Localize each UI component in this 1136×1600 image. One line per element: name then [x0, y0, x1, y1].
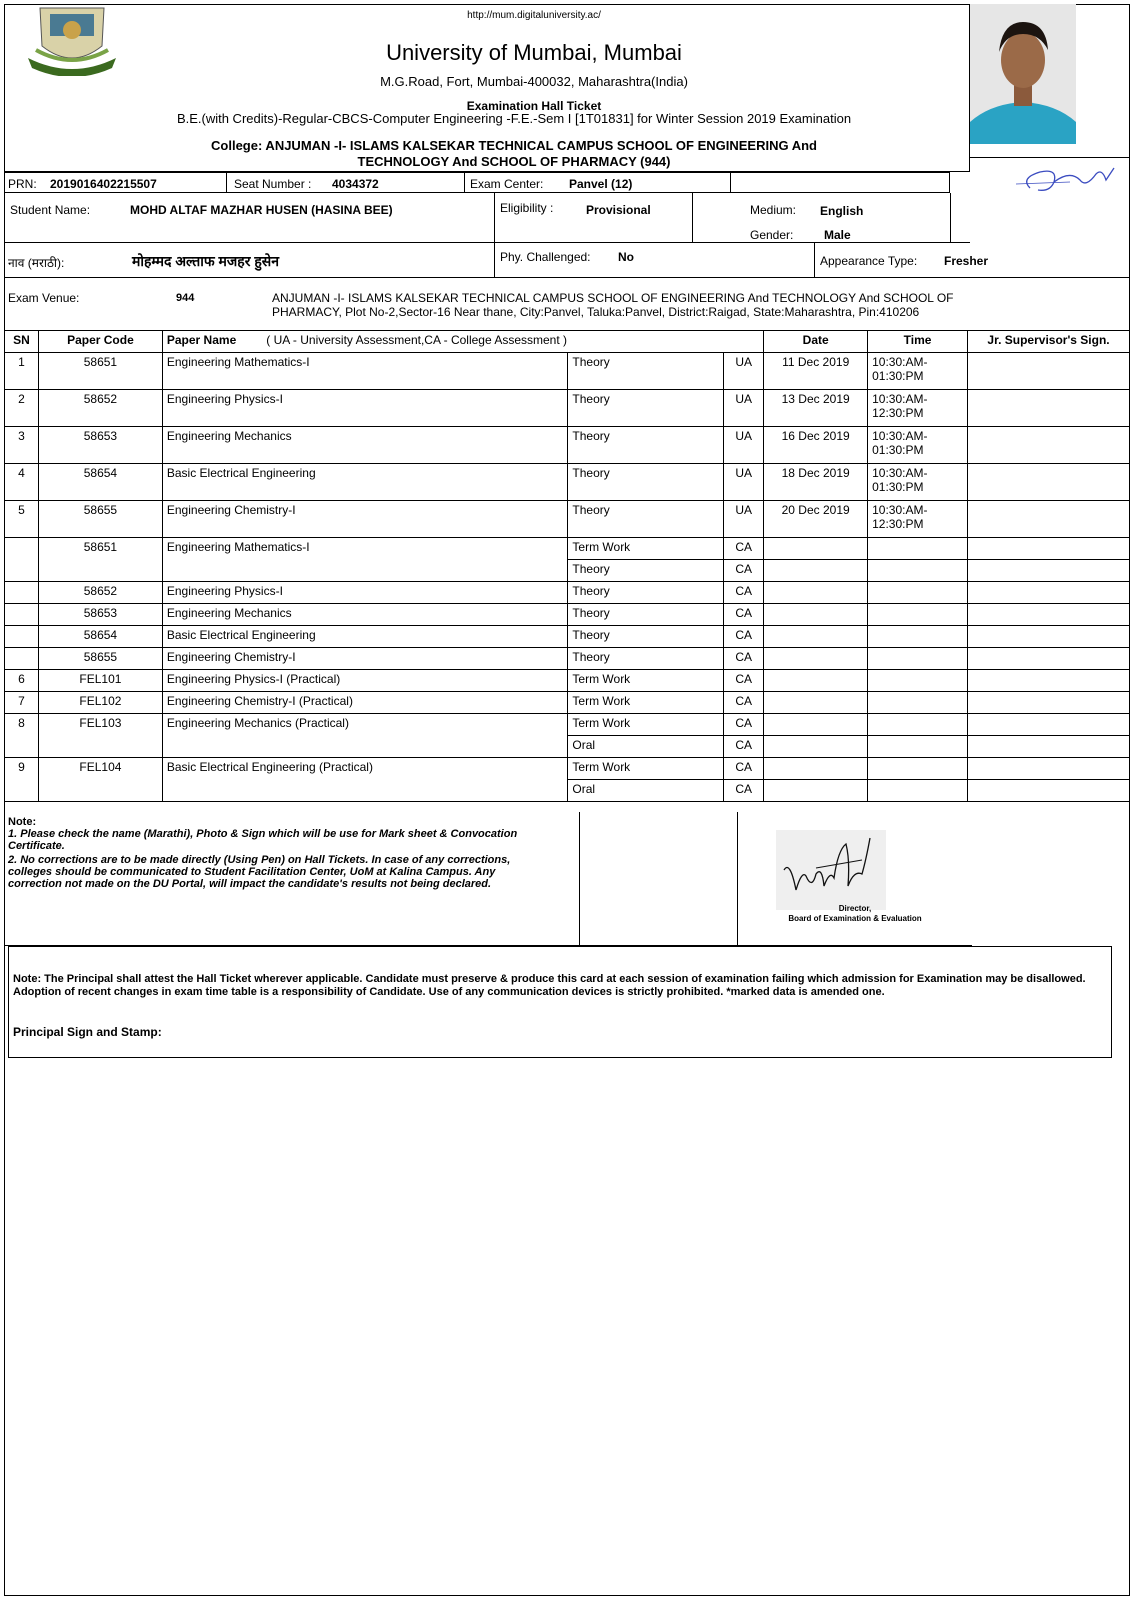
- assessment-cell: CA: [724, 604, 764, 626]
- sn-cell: 3: [5, 427, 39, 464]
- student-name-label: Student Name:: [10, 203, 91, 217]
- exam-venue-code: 944: [176, 292, 195, 304]
- date-cell: [764, 538, 868, 560]
- assessment-cell: CA: [724, 582, 764, 604]
- assessment-cell: CA: [724, 780, 764, 802]
- principal-sign-label: Principal Sign and Stamp:: [13, 1025, 162, 1039]
- paper-type-cell: Term Work: [568, 670, 724, 692]
- paper-type-cell: Theory: [568, 353, 724, 390]
- college-line-1: College: ANJUMAN -I- ISLAMS KALSEKAR TECHNICAL CAMPUS SCHOOL OF ENGINEERING And: [211, 138, 817, 153]
- assessment-cell: CA: [724, 670, 764, 692]
- portal-url: http://mum.digitaluniversity.ac/: [467, 10, 601, 21]
- paper-name-cell: Engineering Physics-I: [162, 390, 568, 427]
- date-cell: 20 Dec 2019: [764, 501, 868, 538]
- date-cell: [764, 736, 868, 758]
- paper-code-cell: 58655: [38, 501, 162, 538]
- time-end: 01:30:PM: [872, 480, 924, 494]
- table-row: [5, 648, 1130, 670]
- supervisor-sign-cell: [968, 604, 1130, 626]
- sn-cell: [5, 626, 39, 648]
- notes-title: Note:: [8, 816, 37, 828]
- supervisor-sign-cell: [968, 692, 1130, 714]
- paper-type-cell: Theory: [568, 626, 724, 648]
- supervisor-sign-cell: [968, 626, 1130, 648]
- date-cell: [764, 670, 868, 692]
- time-cell: [868, 670, 968, 692]
- principal-note-box: [8, 946, 1112, 1058]
- seat-label: Seat Number :: [234, 177, 312, 191]
- time-start: 10:30:AM-: [872, 466, 928, 480]
- prn-row: [4, 172, 950, 193]
- sn-cell: [5, 538, 39, 582]
- col-paper-name: [162, 331, 763, 353]
- phy-challenged-label: Phy. Challenged:: [500, 250, 591, 264]
- time-start: 10:30:AM-: [872, 429, 928, 443]
- col-paper-code: Paper Code: [38, 331, 162, 353]
- paper-type-cell: Theory: [568, 464, 724, 501]
- paper-code-cell: 58654: [38, 626, 162, 648]
- sn-cell: [5, 648, 39, 670]
- time-cell: [868, 692, 968, 714]
- gender-value: Male: [824, 228, 851, 242]
- marathi-name-value: मोहम्मद अल्ताफ मजहर हुसेन: [132, 253, 280, 269]
- paper-name-cell: Engineering Mechanics: [162, 427, 568, 464]
- supervisor-sign-cell: [968, 670, 1130, 692]
- exam-venue-label: Exam Venue:: [8, 291, 80, 305]
- appearance-type-value: Fresher: [944, 254, 989, 268]
- time-cell: [868, 714, 968, 736]
- col-time: Time: [868, 331, 968, 353]
- time-cell: [868, 464, 968, 501]
- student-photo-image: [970, 4, 1076, 144]
- table-row: [5, 501, 1130, 538]
- sn-cell: 5: [5, 501, 39, 538]
- paper-type-cell: Theory: [568, 427, 724, 464]
- paper-name-cell: Engineering Mechanics (Practical): [162, 714, 568, 758]
- name-row: [4, 193, 970, 243]
- director-signature: [776, 830, 886, 910]
- table-row: [5, 353, 1130, 390]
- assessment-cell: UA: [724, 353, 764, 390]
- exam-venue-address-1: ANJUMAN -I- ISLAMS KALSEKAR TECHNICAL CAMPUS SCHOOL OF ENGINEERING And TECHNOLOGY And SCHOOL OF: [272, 291, 954, 305]
- supervisor-sign-cell: [968, 758, 1130, 780]
- university-address: M.G.Road, Fort, Mumbai-400032, Maharashtra(India): [380, 74, 688, 89]
- medium-value: English: [820, 204, 864, 218]
- prn-label: PRN:: [8, 177, 37, 191]
- principal-note: Note: The Principal shall attest the Hall Ticket wherever applicable. Candidate must preserve & produce this card at each session of examination failing which admission for Examination may be disallowed. Adoption of recent changes in exam time table is a responsibility of Candidate. Use of any communication devices is strictly prohibited. *marked data is amended one.: [13, 973, 1086, 998]
- time-cell: [868, 626, 968, 648]
- medium-label: Medium:: [750, 203, 797, 217]
- time-cell: [868, 604, 968, 626]
- table-row: [5, 670, 1130, 692]
- paper-type-cell: Theory: [568, 604, 724, 626]
- notes-box: [4, 812, 580, 946]
- paper-type-cell: Theory: [568, 582, 724, 604]
- center-label: Exam Center:: [470, 177, 544, 191]
- table-row: [5, 758, 1130, 780]
- supervisor-sign-cell: [968, 736, 1130, 758]
- table-row: [5, 582, 1130, 604]
- supervisor-sign-cell: [968, 353, 1130, 390]
- sn-cell: 4: [5, 464, 39, 501]
- time-cell: [868, 736, 968, 758]
- table-row: [5, 390, 1130, 427]
- supervisor-sign-cell: [968, 780, 1130, 802]
- supervisor-sign-cell: [968, 390, 1130, 427]
- date-cell: [764, 560, 868, 582]
- student-signature-area: [970, 158, 1130, 242]
- appearance-type-label: Appearance Type:: [820, 254, 918, 268]
- assessment-cell: CA: [724, 538, 764, 560]
- sn-cell: [5, 604, 39, 626]
- notes-section: [4, 812, 1130, 946]
- director-title: Director,: [838, 904, 872, 913]
- assessment-cell: CA: [724, 626, 764, 648]
- assessment-legend: ( UA - University Assessment,CA - College Assessment ): [266, 333, 568, 347]
- assessment-cell: UA: [724, 464, 764, 501]
- table-row: [5, 692, 1130, 714]
- papers-table: [4, 330, 1130, 802]
- col-date: Date: [764, 331, 868, 353]
- paper-code-cell: 58653: [38, 427, 162, 464]
- date-cell: 11 Dec 2019: [764, 353, 868, 390]
- paper-type-cell: Term Work: [568, 714, 724, 736]
- paper-type-cell: Theory: [568, 648, 724, 670]
- date-cell: 18 Dec 2019: [764, 464, 868, 501]
- date-cell: 16 Dec 2019: [764, 427, 868, 464]
- paper-type-cell: Oral: [568, 780, 724, 802]
- eligibility-label: Eligibility :: [500, 201, 554, 215]
- assessment-cell: CA: [724, 648, 764, 670]
- sn-cell: 7: [5, 692, 39, 714]
- seat-value: 4034372: [332, 177, 379, 191]
- paper-type-cell: Theory: [568, 501, 724, 538]
- time-start: 10:30:AM-: [872, 392, 928, 406]
- paper-name-cell: Engineering Mechanics: [162, 604, 568, 626]
- paper-code-cell: 58651: [38, 538, 162, 582]
- supervisor-sign-cell: [968, 464, 1130, 501]
- paper-code-cell: 58653: [38, 604, 162, 626]
- paper-code-cell: FEL102: [38, 692, 162, 714]
- paper-name-cell: Basic Electrical Engineering: [162, 464, 568, 501]
- time-cell: [868, 582, 968, 604]
- date-cell: [764, 604, 868, 626]
- col-sn: SN: [5, 331, 39, 353]
- table-row: [5, 538, 1130, 560]
- sn-cell: 9: [5, 758, 39, 802]
- paper-name-cell: Engineering Physics-I: [162, 582, 568, 604]
- paper-code-cell: FEL103: [38, 714, 162, 758]
- ticket-title: Examination Hall Ticket: [466, 99, 602, 113]
- time-end: 01:30:PM: [872, 443, 924, 457]
- date-cell: [764, 692, 868, 714]
- supervisor-sign-cell: [968, 648, 1130, 670]
- student-name-value: MOHD ALTAF MAZHAR HUSEN (HASINA BEE): [130, 203, 393, 217]
- date-cell: 13 Dec 2019: [764, 390, 868, 427]
- supervisor-sign-cell: [968, 538, 1130, 560]
- student-photo: [970, 4, 1130, 158]
- sn-cell: 8: [5, 714, 39, 758]
- eligibility-value: Provisional: [586, 203, 651, 217]
- time-end: 12:30:PM: [872, 517, 924, 531]
- sn-cell: [5, 582, 39, 604]
- assessment-cell: CA: [724, 736, 764, 758]
- time-start: 10:30:AM-: [872, 503, 928, 517]
- paper-code-cell: 58651: [38, 353, 162, 390]
- paper-name-cell: Engineering Chemistry-I: [162, 648, 568, 670]
- sn-cell: 1: [5, 353, 39, 390]
- paper-name-cell: Basic Electrical Engineering (Practical): [162, 758, 568, 802]
- time-cell: [868, 538, 968, 560]
- paper-code-cell: 58655: [38, 648, 162, 670]
- note-1: 1. Please check the name (Marathi), Photo & Sign which will be use for Mark sheet & Convocation Certificate.: [8, 828, 518, 852]
- assessment-cell: UA: [724, 390, 764, 427]
- paper-code-cell: FEL101: [38, 670, 162, 692]
- paper-name-cell: Engineering Mathematics-I: [162, 538, 568, 582]
- time-cell: [868, 427, 968, 464]
- assessment-cell: UA: [724, 501, 764, 538]
- paper-name-cell: Engineering Chemistry-I: [162, 501, 568, 538]
- paper-name-cell: Engineering Physics-I (Practical): [162, 670, 568, 692]
- date-cell: [764, 758, 868, 780]
- supervisor-sign-cell: [968, 501, 1130, 538]
- time-cell: [868, 390, 968, 427]
- student-signature: [1010, 160, 1120, 196]
- supervisor-sign-cell: [968, 714, 1130, 736]
- sn-cell: 6: [5, 670, 39, 692]
- course-line: B.E.(with Credits)-Regular-CBCS-Computer Engineering -F.E.-Sem I [1T01831] for Winter Session 2019 Examination: [176, 111, 852, 126]
- sn-cell: 2: [5, 390, 39, 427]
- college-line-2: TECHNOLOGY And SCHOOL OF PHARMACY (944): [357, 154, 671, 169]
- assessment-cell: CA: [724, 758, 764, 780]
- note-2: 2. No corrections are to be made directly (Using Pen) on Hall Tickets. In case of any corrections, colleges should be communicated to Student Facilitation Center, UoM at Kalina Campus. Any correction not made on the DU Portal, will impact the candidate's results not being declared.: [8, 854, 511, 890]
- time-end: 12:30:PM: [872, 406, 924, 420]
- paper-type-cell: Oral: [568, 736, 724, 758]
- table-row: [5, 427, 1130, 464]
- date-cell: [764, 780, 868, 802]
- university-logo: [26, 6, 118, 76]
- marathi-name-label: नाव (मराठी):: [8, 256, 65, 270]
- table-row: [5, 626, 1130, 648]
- exam-venue-address-2: PHARMACY, Plot No-2,Sector-16 Near thane, City:Panvel, Taluka:Panvel, District:Raigad, State:Maharashtra, Pin:410206: [272, 305, 920, 319]
- paper-type-cell: Term Work: [568, 758, 724, 780]
- director-board: Board of Examination & Evaluation: [788, 914, 922, 923]
- header: [4, 4, 970, 172]
- paper-name-heading: Paper Name: [166, 333, 237, 347]
- center-value: Panvel (12): [569, 177, 633, 191]
- paper-name-cell: Engineering Mathematics-I: [162, 353, 568, 390]
- paper-type-cell: Term Work: [568, 692, 724, 714]
- director-box: [738, 812, 972, 946]
- blank-box: [580, 812, 738, 946]
- marathi-row: [4, 243, 1130, 278]
- assessment-cell: CA: [724, 692, 764, 714]
- paper-code-cell: 58654: [38, 464, 162, 501]
- paper-code-cell: FEL104: [38, 758, 162, 802]
- date-cell: [764, 582, 868, 604]
- supervisor-sign-cell: [968, 427, 1130, 464]
- paper-code-cell: 58652: [38, 582, 162, 604]
- time-end: 01:30:PM: [872, 369, 924, 383]
- col-supervisor-sign: Jr. Supervisor's Sign.: [968, 331, 1130, 353]
- table-row: [5, 714, 1130, 736]
- university-name: University of Mumbai, Mumbai: [386, 40, 682, 65]
- table-row: [5, 604, 1130, 626]
- venue-row: [4, 278, 1130, 330]
- time-cell: [868, 758, 968, 780]
- time-cell: [868, 780, 968, 802]
- time-start: 10:30:AM-: [872, 355, 928, 369]
- table-header-row: [5, 331, 1130, 353]
- supervisor-sign-cell: [968, 582, 1130, 604]
- assessment-cell: UA: [724, 427, 764, 464]
- time-cell: [868, 353, 968, 390]
- date-cell: [764, 626, 868, 648]
- phy-challenged-value: No: [618, 250, 634, 264]
- paper-name-cell: Engineering Chemistry-I (Practical): [162, 692, 568, 714]
- paper-type-cell: Theory: [568, 390, 724, 427]
- paper-code-cell: 58652: [38, 390, 162, 427]
- paper-name-cell: Basic Electrical Engineering: [162, 626, 568, 648]
- date-cell: [764, 714, 868, 736]
- paper-type-cell: Theory: [568, 560, 724, 582]
- assessment-cell: CA: [724, 560, 764, 582]
- date-cell: [764, 648, 868, 670]
- supervisor-sign-cell: [968, 560, 1130, 582]
- time-cell: [868, 560, 968, 582]
- gender-label: Gender:: [750, 228, 794, 242]
- prn-value: 2019016402215507: [50, 177, 157, 191]
- table-row: [5, 464, 1130, 501]
- time-cell: [868, 501, 968, 538]
- paper-type-cell: Term Work: [568, 538, 724, 560]
- time-cell: [868, 648, 968, 670]
- assessment-cell: CA: [724, 714, 764, 736]
